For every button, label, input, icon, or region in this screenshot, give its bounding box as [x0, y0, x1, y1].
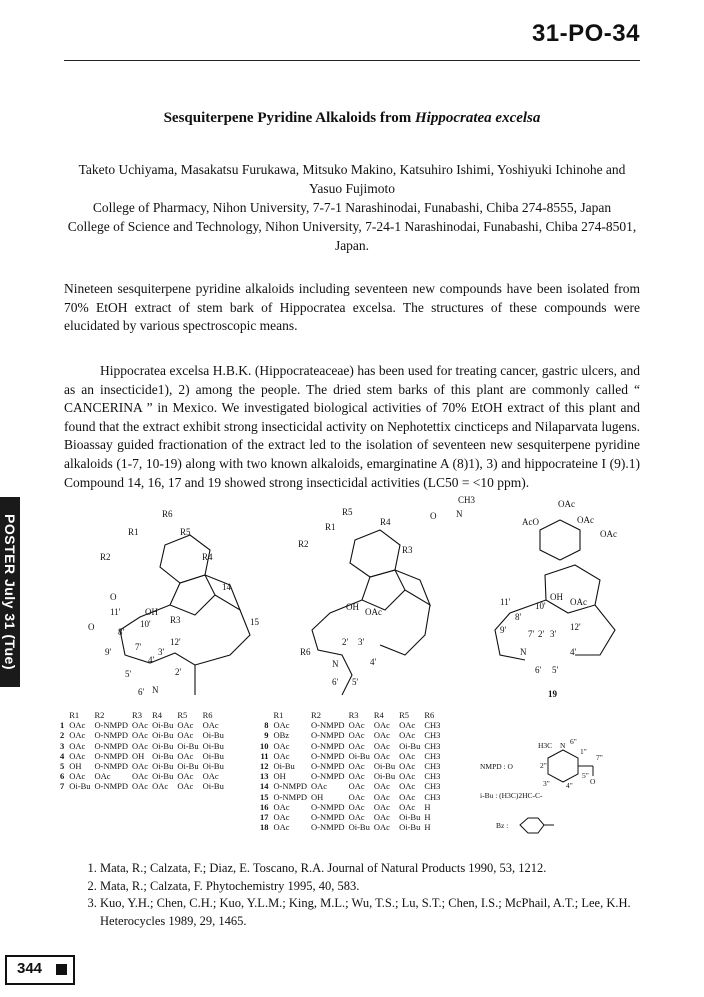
- table-cell: OAc: [69, 730, 86, 741]
- s3-label-n2: N: [520, 647, 527, 657]
- table-cell: OAc: [132, 730, 149, 741]
- s3-label-6p: 6': [535, 665, 542, 675]
- table-cell: Oi-Bu: [202, 750, 224, 761]
- nmpd-atom: 6": [570, 737, 577, 746]
- table-cell: OAc: [177, 771, 194, 782]
- s3-label-o: O: [430, 511, 437, 521]
- table-cell: Oi-Bu: [152, 771, 174, 782]
- nmpd-ring: [548, 750, 578, 782]
- table-cell: O-NMPD: [273, 791, 308, 802]
- table-cell: CH3: [424, 750, 441, 761]
- compound-number: 16: [260, 801, 269, 812]
- table-cell: CH3: [424, 791, 441, 802]
- table-cell: O-NMPD: [311, 740, 345, 751]
- s1-label-12p: 12': [170, 637, 181, 647]
- compound-number: 13: [260, 771, 269, 782]
- side-tab-label: POSTER July 31 (Tue): [2, 514, 18, 670]
- table-cell: OAc: [273, 740, 290, 751]
- table-cell: OAc: [373, 822, 390, 833]
- ibu-label: i-Bu : (H3C)2HC-C-: [480, 791, 543, 800]
- table-row: [58, 730, 226, 740]
- table-cell: OAc: [348, 781, 365, 792]
- table-cell: OAc: [373, 791, 390, 802]
- nmpd-atom: N: [560, 741, 566, 750]
- table-row: [58, 771, 226, 781]
- table-row: [58, 741, 226, 751]
- table-cell: Oi-Bu: [373, 771, 396, 782]
- s1-label-r6: R6: [162, 509, 173, 519]
- table-cell: OAc: [69, 720, 86, 731]
- table-cell: OH: [69, 761, 82, 772]
- substituent-legend: [478, 738, 638, 843]
- table-cell: Oi-Bu: [399, 740, 421, 751]
- s1-label-5p: 5': [125, 669, 132, 679]
- table-row: [258, 792, 442, 802]
- table-row: [258, 781, 442, 791]
- table-cell: CH3: [424, 771, 441, 782]
- table-cell: OAc: [348, 730, 365, 741]
- table-cell: O-NMPD: [94, 781, 129, 792]
- bz-ring: [520, 818, 544, 833]
- s1-label-3p: 3': [158, 647, 165, 657]
- nmpd-atom: 7": [596, 753, 603, 762]
- compound-number: 12: [260, 761, 269, 772]
- s1-label-10p: 10': [140, 619, 151, 629]
- s3-label-5p: 5': [552, 665, 559, 675]
- s2-label-6p: 6': [332, 677, 339, 687]
- table-cell: OAc: [273, 750, 290, 761]
- compound-number: 15: [260, 791, 269, 802]
- table1-header: R1: [69, 710, 80, 720]
- table-cell: OAc: [273, 812, 290, 823]
- s1-label-oh: OH: [145, 607, 158, 617]
- table-cell: OAc: [69, 750, 86, 761]
- table-cell: Oi-Bu: [152, 730, 174, 741]
- table-cell: OAc: [373, 812, 390, 823]
- s1-label-15: 15: [250, 617, 259, 627]
- table-cell: Oi-Bu: [273, 761, 295, 772]
- table-cell: Oi-Bu: [177, 761, 199, 772]
- table-cell: Oi-Bu: [202, 730, 224, 741]
- table-cell: O-NMPD: [311, 720, 345, 731]
- substituent-table-1: [58, 710, 226, 792]
- s3-label-aco: AcO: [522, 517, 539, 527]
- s1-label-r5: R5: [180, 527, 191, 537]
- bz-label: Bz :: [496, 821, 509, 830]
- table-cell: OAc: [152, 781, 169, 792]
- table1-header: R5: [177, 710, 188, 720]
- s1-label-4p: 4': [148, 655, 155, 665]
- table-cell: OAc: [373, 750, 390, 761]
- table-cell: Oi-Bu: [152, 720, 174, 731]
- compound-number: 2: [60, 730, 65, 741]
- nmpd-label: NMPD : O: [480, 762, 513, 771]
- s1-label-r2: R2: [100, 552, 111, 562]
- s1-label-r3: R3: [170, 615, 181, 625]
- s3-label-8p: 8': [515, 612, 522, 622]
- table-cell: O-NMPD: [94, 761, 129, 772]
- compound-number: 4: [60, 750, 65, 761]
- s3-bridge: [575, 605, 615, 655]
- table-cell: OH: [273, 771, 286, 782]
- compound-number: 3: [60, 740, 65, 751]
- table-cell: O-NMPD: [311, 730, 345, 741]
- compound-number: 17: [260, 812, 269, 823]
- s3-label-3p: 3': [550, 629, 557, 639]
- table-cell: OAc: [311, 781, 328, 792]
- table-row: [58, 720, 226, 730]
- table-cell: OAc: [399, 730, 416, 741]
- s2-label-r1: R1: [325, 522, 336, 532]
- table1-header: R2: [94, 710, 105, 720]
- table-cell: OAc: [132, 781, 149, 792]
- table-cell: O-NMPD: [273, 781, 308, 792]
- title-species: Hippocratea excelsa: [415, 110, 541, 126]
- nmpd-atom: H3C: [538, 741, 553, 750]
- table-cell: OAc: [94, 771, 111, 782]
- table-cell: Oi-Bu: [69, 781, 91, 792]
- substituent-table-2: [258, 710, 442, 832]
- reference-item: 3. Kuo, Y.H.; Chen, C.H.; Kuo, Y.L.M.; King, M.L.; Wu, T.S.; Lu, S.T.; Chen, I.S.; McPhail, A.T.; Lee, K.H. Heterocycles 1989, 29, 1465.: [100, 895, 640, 930]
- table-cell: OAc: [69, 771, 86, 782]
- s1-bridge: [195, 610, 250, 665]
- table-cell: O-NMPD: [94, 730, 129, 741]
- table-row: [258, 751, 442, 761]
- table-cell: OAc: [348, 771, 365, 782]
- table-row: [258, 771, 442, 781]
- body-paragraph: Hippocratea excelsa H.B.K. (Hippocrateaceae) has been used for treating cancer, gastric ulcers, and as an insecticide1), 2) among the people. The dried stem barks of this plant are commonly called “ CANCERINA ” in Mexico. We investigated biological activities of 70% EtOH extract of this plant and found that the extract exhibit strong insecticidal activity on Nephotettix cincticeps and Nilaparvata lugens. Bioassay guided fractionation of the extract led to the isolation of seventeen new sesquiterpene pyridine alkaloids (1-7, 10-19) along with two known alkaloids, emarginatine A (8)1), 3) and hippocrateine I (9).1) Compound 14, 16, 17 and 19 showed strong insecticidal activities (LC50 = <10 ppm).: [64, 363, 640, 490]
- table2-header: R5: [399, 710, 409, 720]
- table-cell: OAc: [177, 720, 194, 731]
- table-cell: CH3: [424, 740, 441, 751]
- table-cell: OAc: [399, 791, 416, 802]
- table-cell: O-NMPD: [311, 812, 345, 823]
- compound-number: 14: [260, 781, 269, 792]
- table1-header: R6: [202, 710, 213, 720]
- table-cell: Oi-Bu: [152, 750, 174, 761]
- s3-label-oh: OH: [550, 592, 563, 602]
- table-cell: OAc: [132, 740, 149, 751]
- table-cell: O-NMPD: [311, 822, 345, 833]
- table-cell: OAc: [177, 730, 194, 741]
- table-cell: OAc: [348, 812, 365, 823]
- s3-label-4p: 4': [570, 647, 577, 657]
- table-cell: OAc: [273, 822, 290, 833]
- table-cell: OAc: [273, 801, 290, 812]
- table-cell: OAc: [348, 740, 365, 751]
- table-cell: Oi-Bu: [177, 740, 199, 751]
- s3-label-oac2: OAc: [577, 515, 594, 525]
- table-cell: OAc: [399, 761, 416, 772]
- table-cell: OAc: [202, 720, 219, 731]
- table-row: [258, 822, 442, 832]
- s1-label-14: 14: [222, 582, 231, 592]
- s1-label-o2: O: [88, 622, 95, 632]
- table-cell: Oi-Bu: [202, 740, 224, 751]
- table-cell: CH3: [424, 761, 441, 772]
- table-cell: OBz: [273, 730, 290, 741]
- s2-label-r3: R3: [402, 545, 413, 555]
- s2-label-r6: R6: [300, 647, 311, 657]
- compound-number: 1: [60, 720, 65, 731]
- table-cell: OAc: [202, 771, 219, 782]
- table-row: [258, 720, 442, 730]
- s2-label-n: N: [332, 659, 339, 669]
- s2-label-oac: OAc: [365, 607, 382, 617]
- compound-number: 11: [260, 750, 269, 761]
- s1-label-9p: 9': [105, 647, 112, 657]
- s3-compound-number: 19: [548, 689, 557, 699]
- s1-label-6p: 6': [138, 687, 145, 697]
- paper-title: [64, 110, 640, 127]
- table-cell: O-NMPD: [311, 771, 345, 782]
- table-cell: OAc: [373, 781, 390, 792]
- table-cell: Oi-Bu: [152, 740, 174, 751]
- s3-label-2p: 2': [538, 629, 545, 639]
- table1-header-row: [58, 710, 226, 720]
- table-cell: OAc: [373, 720, 390, 731]
- table-cell: OAc: [373, 801, 390, 812]
- table-row: [58, 751, 226, 761]
- table-cell: H: [424, 801, 431, 812]
- table-cell: CH3: [424, 781, 441, 792]
- s2-bridge: [380, 605, 430, 655]
- table-cell: OAc: [373, 730, 390, 741]
- table-cell: OAc: [399, 771, 416, 782]
- table1-header: R4: [152, 710, 163, 720]
- table-row: [258, 730, 442, 740]
- reference-item: 1. Mata, R.; Calzata, F.; Diaz, E. Toscano, R.A. Journal of Natural Products 1990, 53, 1212.: [100, 860, 640, 878]
- compound-number: 7: [60, 781, 65, 792]
- s2-label-5p: 5': [352, 677, 359, 687]
- table-cell: OAc: [348, 801, 365, 812]
- s1-label-o1: O: [110, 592, 117, 602]
- nmpd-atom: 4": [566, 781, 573, 790]
- table-cell: OAc: [69, 740, 86, 751]
- s2-label-3p: 3': [358, 637, 365, 647]
- s1-label-7p: 7': [135, 642, 142, 652]
- table-row: [258, 741, 442, 751]
- author-block: [64, 160, 640, 255]
- poster-side-tab: [0, 497, 20, 687]
- s3-label-12p: 12': [570, 622, 581, 632]
- nmpd-atom: 5": [582, 771, 589, 780]
- s2-label-r2: R2: [298, 539, 309, 549]
- table-cell: OAc: [399, 781, 416, 792]
- references: [82, 860, 640, 930]
- table-cell: H: [424, 812, 431, 823]
- table-cell: CH3: [424, 720, 441, 731]
- compound-number: 6: [60, 771, 65, 782]
- table-cell: OAc: [273, 720, 290, 731]
- table-cell: OAc: [373, 740, 390, 751]
- table-cell: O-NMPD: [311, 761, 345, 772]
- s3-label-7p: 7': [528, 629, 535, 639]
- table-cell: OAc: [177, 750, 194, 761]
- table-cell: Oi-Bu: [399, 822, 421, 833]
- compound-number: 5: [60, 761, 65, 772]
- s1-ring-c: [205, 575, 240, 610]
- table-cell: OAc: [348, 791, 365, 802]
- table-cell: OAc: [348, 761, 365, 772]
- s2-label-oh: OH: [346, 602, 359, 612]
- s3-label-10p: 10': [535, 601, 546, 611]
- nmpd-atom: O: [590, 777, 596, 786]
- s3-label-11p: 11': [500, 597, 511, 607]
- table-cell: Oi-Bu: [202, 761, 224, 772]
- table2-header: R6: [424, 710, 435, 720]
- s1-label-2p: 2': [175, 667, 182, 677]
- s3-label-oac3: OAc: [600, 529, 617, 539]
- table-cell: OH: [311, 791, 324, 802]
- table-cell: Oi-Bu: [202, 781, 224, 792]
- table2-header: R3: [348, 710, 359, 720]
- table-cell: O-NMPD: [94, 750, 129, 761]
- s2-label-r5: R5: [342, 507, 353, 517]
- table-row: [258, 761, 442, 771]
- nmpd-atom: 1": [580, 747, 587, 756]
- author-list: Taketo Uchiyama, Masakatsu Furukawa, Mitsuko Makino, Katsuhiro Ishimi, Yoshiyuki Ichinohe and Yasuo Fujimoto: [78, 162, 626, 196]
- table-cell: CH3: [424, 730, 441, 741]
- table-cell: Oi-Bu: [399, 812, 421, 823]
- affiliation-a: College of Pharmacy, Nihon University, 7-7-1 Narashinodai, Funabashi, Chiba 274-8555, Japan: [92, 200, 612, 215]
- table-cell: OH: [132, 750, 145, 761]
- table-cell: OAc: [399, 750, 416, 761]
- table2-header: R1: [273, 710, 284, 720]
- table-cell: H: [424, 822, 431, 833]
- table-cell: Oi-Bu: [348, 822, 370, 833]
- page-number-box: [5, 955, 75, 985]
- table-row: [58, 761, 226, 771]
- s3-pyridone: [540, 520, 580, 560]
- nmpd-atom: 2": [540, 761, 547, 770]
- s1-label-8p: 8': [118, 627, 125, 637]
- affiliation-b: College of Science and Technology, Nihon University, 7-24-1 Narashinodai, Funabashi, Chiba 274-8501, Japan.: [67, 219, 637, 253]
- s2-label-r4: R4: [380, 517, 391, 527]
- header-rule: [64, 60, 640, 61]
- page-number: 344: [17, 960, 43, 977]
- s3-label-oac4: OAc: [570, 597, 587, 607]
- abstract-paragraph: Nineteen sesquiterpene pyridine alkaloids including seventeen new compounds have been isolated from 70% EtOH extract of stem bark of Hippocratea excelsa. The structures of these compounds were elucidated by various spectroscopic means.: [64, 281, 640, 334]
- table2-header: R4: [373, 710, 384, 720]
- table-row: [258, 812, 442, 822]
- table-cell: OAc: [177, 781, 194, 792]
- table-cell: OAc: [132, 771, 149, 782]
- table-cell: O-NMPD: [311, 750, 345, 761]
- s3-label-ch3: CH3: [458, 495, 476, 505]
- s1-label-11p: 11': [110, 607, 121, 617]
- poster-code: 31-PO-34: [531, 20, 640, 47]
- s2-label-4p: 4': [370, 657, 377, 667]
- table-cell: O-NMPD: [94, 720, 129, 731]
- square-icon: [56, 964, 67, 975]
- table-row: [58, 781, 226, 791]
- s3-label-oac1: OAc: [558, 499, 575, 509]
- s3-label-n1: N: [456, 509, 463, 519]
- table-cell: OAc: [132, 761, 149, 772]
- table-cell: Oi-Bu: [348, 750, 370, 761]
- table-cell: OAc: [132, 720, 149, 731]
- s2-label-2p: 2': [342, 637, 349, 647]
- table-cell: OAc: [399, 720, 416, 731]
- table-row: [258, 802, 442, 812]
- title-text: Sesquiterpene Pyridine Alkaloids from: [163, 110, 415, 126]
- compound-number: 10: [260, 740, 269, 751]
- s3-label-9p: 9': [500, 625, 507, 635]
- s1-label-r1: R1: [128, 527, 139, 537]
- table2-header-row: [258, 710, 442, 720]
- compound-number: 9: [264, 730, 269, 741]
- table1-header: R3: [132, 710, 142, 720]
- table2-header: R2: [311, 710, 321, 720]
- compound-number: 8: [264, 720, 269, 731]
- table-cell: Oi-Bu: [152, 761, 174, 772]
- compound-number: 18: [260, 822, 269, 833]
- s1-label-r4: R4: [202, 552, 213, 562]
- table-cell: OAc: [399, 801, 416, 812]
- table-cell: Oi-Bu: [373, 761, 396, 772]
- s2-ring-c: [395, 570, 430, 605]
- s2-ring-a: [350, 530, 400, 577]
- table-cell: O-NMPD: [94, 740, 129, 751]
- chemical-structures: [80, 495, 640, 705]
- table-cell: OAc: [348, 720, 365, 731]
- s1-label-n: N: [152, 685, 159, 695]
- table-cell: O-NMPD: [311, 801, 345, 812]
- nmpd-atom: 3": [543, 779, 550, 788]
- reference-item: 2. Mata, R.; Calzata, F. Phytochemistry 1995, 40, 583.: [100, 878, 640, 896]
